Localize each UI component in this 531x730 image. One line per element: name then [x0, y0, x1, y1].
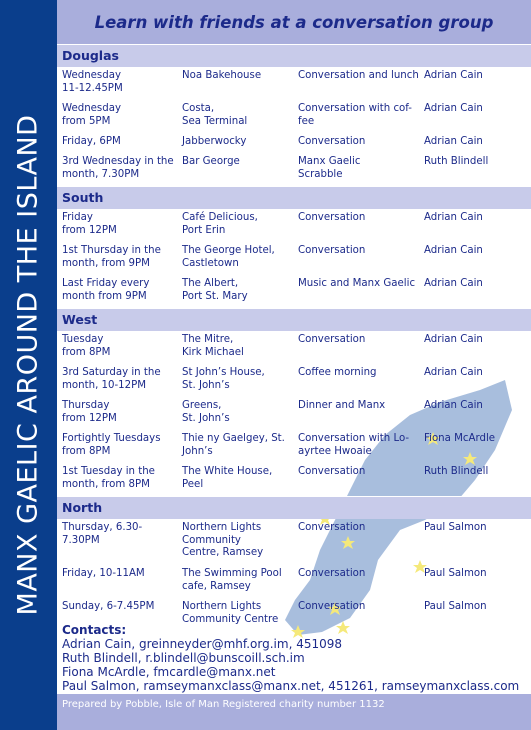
table-row: Friday, 10-11AM The Swimming Pool cafe, Ramsey Conversation Paul Salmon	[62, 568, 487, 592]
contacts-title: Contacts:	[62, 623, 127, 637]
contact-line: Ruth Blindell, r.blindell@bunscoill.sch.im	[62, 651, 305, 665]
contact-line: Adrian Cain, greinneyder@mhf.org.im, 451098	[62, 637, 343, 651]
header-title: Learn with friends at a conversation group	[94, 12, 494, 32]
table-row: 3rd Wednesday in the month, 7.30PM Bar George Manx Gaelic Scrabble Ruth Blindell	[62, 156, 489, 180]
table-row: Thursday from 12PM Greens, St. John’s Dinner and Manx Adrian Cain	[62, 400, 483, 424]
contact-line: Fiona McArdle, fmcardle@manx.net	[62, 665, 276, 679]
table-row: 1st Tuesday in the month, from 8PM The White House, Peel Conversation Ruth Blindell	[62, 466, 489, 490]
table-row: Friday from 12PM Café Delicious, Port Erin Conversation Adrian Cain	[62, 212, 483, 236]
table-row: Tuesday from 8PM The Mitre, Kirk Michael Conversation Adrian Cain	[62, 334, 483, 358]
table-row: 3rd Saturday in the month, 10-12PM St John’s House, St. John’s Coffee morning Adrian Cain	[62, 367, 483, 391]
table-row: Wednesday 11-12.45PM Noa Bakehouse Conversation and lunch Adrian Cain	[62, 70, 483, 94]
footer-text: Prepared by Pobble, Isle of Man Registered charity number 1132	[62, 699, 385, 710]
section-west: West	[57, 308, 531, 331]
section-north: North	[57, 496, 531, 519]
table-row: Wednesday from 5PM Costa, Sea Terminal Conversation with cof- fee Adrian Cain	[62, 103, 483, 127]
section-douglas: Douglas	[57, 44, 531, 67]
contacts	[57, 623, 531, 693]
footer	[57, 694, 531, 730]
schedule	[57, 44, 531, 631]
header-band	[57, 0, 531, 44]
table-row: Thursday, 6.30- 7.30PM Northern Lights Community Centre, Ramsey Conversation Paul Salmon	[62, 522, 487, 558]
side-title: MANX GAELIC AROUND THE ISLAND	[12, 114, 44, 616]
section-south: South	[57, 186, 531, 209]
table-row: 1st Thursday in the month, from 9PM The George Hotel, Castletown Conversation Adrian Cain	[62, 245, 483, 269]
table-row: Fortightly Tuesdays from 8PM Thie ny Gaelgey, St. John’s Conversation with Lo- ayrtee Hwoaie Fiona McArdle	[62, 433, 496, 457]
sidebar	[0, 0, 57, 730]
table-row: Sunday, 6-7.45PM Northern Lights Community Centre Conversation Paul Salmon	[62, 601, 487, 625]
table-row: Friday, 6PM Jabberwocky Conversation Adrian Cain	[62, 136, 483, 147]
table-row: Last Friday every month from 9PM The Albert, Port St. Mary Music and Manx Gaelic Adrian Cain	[62, 278, 483, 302]
contact-line: Paul Salmon, ramseymanxclass@manx.net, 451261, ramseymanxclass.com	[62, 679, 520, 693]
